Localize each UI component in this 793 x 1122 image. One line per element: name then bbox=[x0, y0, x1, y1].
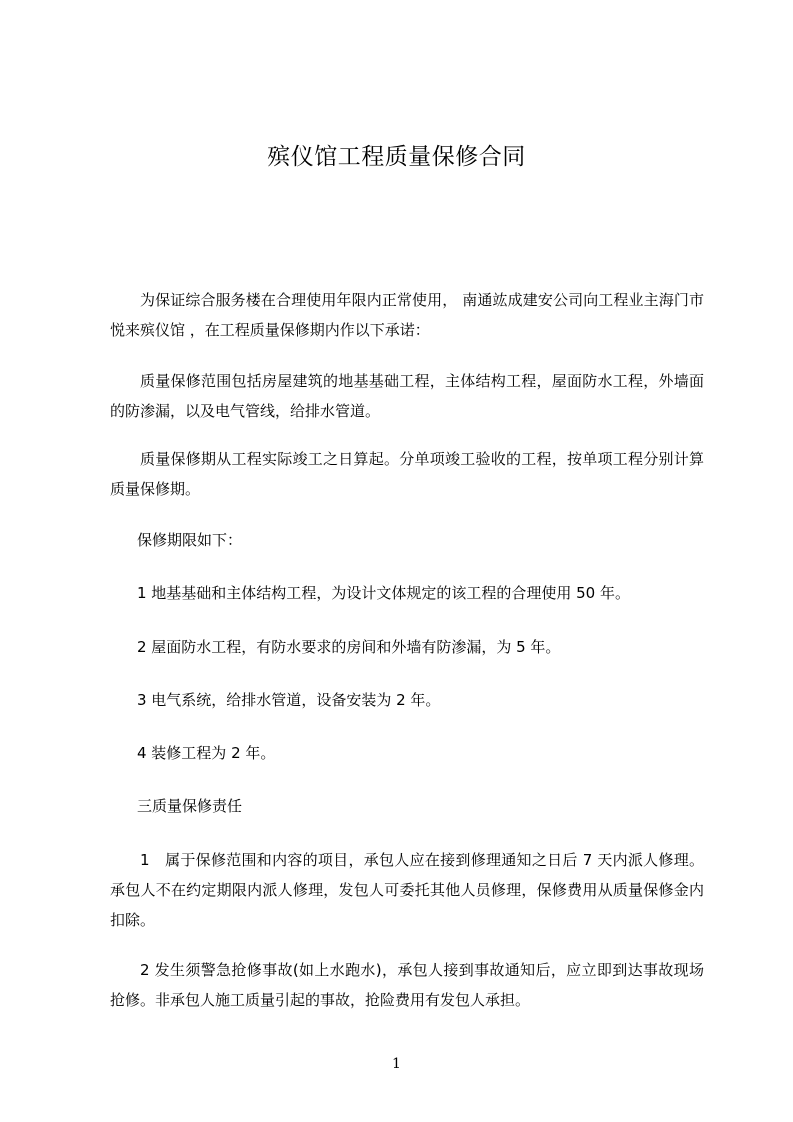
paragraph-scope: 质量保修范围包括房屋建筑的地基基础工程，主体结构工程，屋面防水工程，外墙面的防渗漏，以及电气管线，给排水管道。 bbox=[110, 372, 704, 420]
list-item-decoration: 4 装修工程为 2 年。 bbox=[137, 744, 276, 762]
paragraph-responsibility-2: 2 发生须警急抢修事故(如上水跑水)，承包人接到事故通知后，应立即到达事故现场抢修。非承包人施工质量引起的事故，抢险费用有发包人承担。 bbox=[110, 961, 704, 1009]
paragraph-intro: 为保证综合服务楼在合理使用年限内正常使用， 南通竑成建安公司向工程业主海门市悦来殡仪馆 ，在工程质量保修期内作以下承诺： bbox=[110, 291, 704, 339]
section-heading-responsibility: 三质量保修责任 bbox=[137, 797, 243, 815]
page-number: 1 bbox=[392, 1056, 401, 1072]
list-item-roofing: 2 屋面防水工程，有防水要求的房间和外墙有防渗漏，为 5 年。 bbox=[137, 638, 561, 656]
document-title: 殡仪馆工程质量保修合同 bbox=[267, 144, 526, 170]
paragraph-period: 质量保修期从工程实际竣工之日算起。分单项竣工验收的工程，按单项工程分别计算质量保修期。 bbox=[110, 450, 704, 498]
paragraph-responsibility-1: 1 属于保修范围和内容的项目，承包人应在接到修理通知之日后 7 天内派人修理。承包人不在约定期限内派人修理，发包人可委托其他人员修理，保修费用从质量保修金内扣除。 bbox=[110, 851, 704, 929]
paragraph-terms-heading: 保修期限如下： bbox=[137, 531, 243, 549]
list-item-electrical: 3 电气系统，给排水管道，设备安装为 2 年。 bbox=[137, 691, 441, 709]
list-item-foundation: 1 地基基础和主体结构工程，为设计文体规定的该工程的合理使用 50 年。 bbox=[137, 584, 630, 602]
